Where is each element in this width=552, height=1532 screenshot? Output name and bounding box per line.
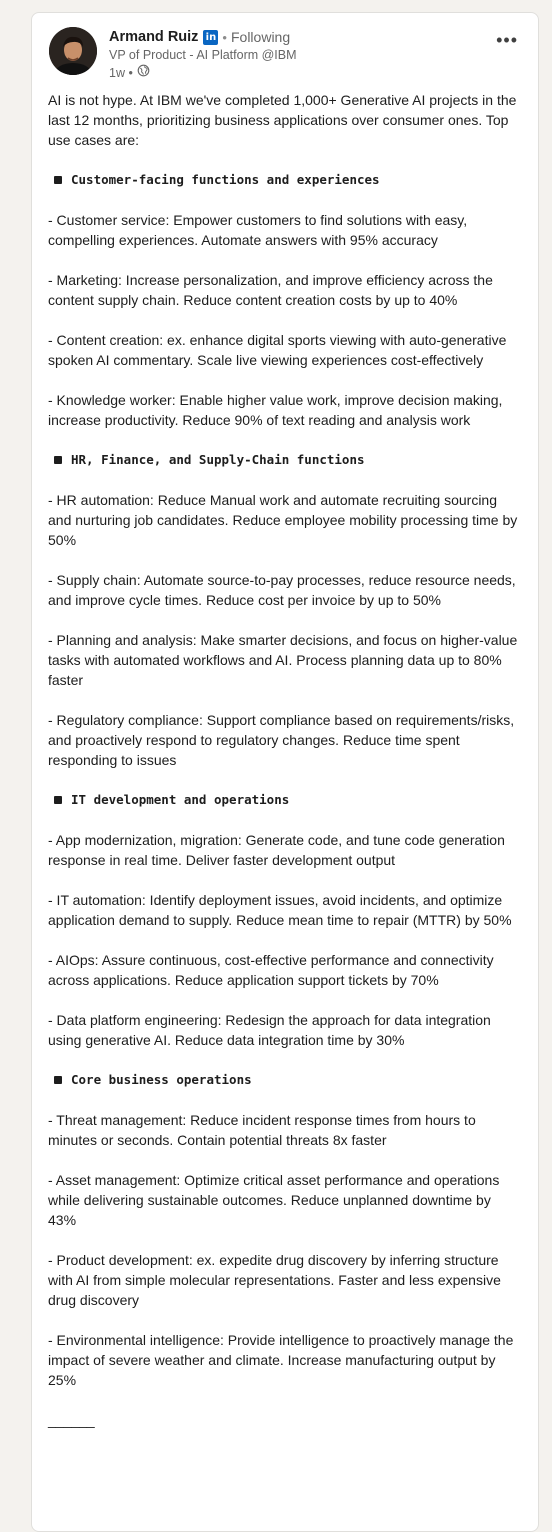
author-name-row bbox=[109, 27, 297, 47]
list-item: - Environmental intelligence: Provide intelligence to proactively manage the impact of severe weather and climate. Increase manufacturing output by 25% bbox=[48, 1332, 514, 1388]
list-item: - Regulatory compliance: Support compliance based on requirements/risks, and proactively respond to regulatory changes. Reduce time spent responding to issues bbox=[48, 712, 515, 768]
list-item: - Marketing: Increase personalization, and improve efficiency across the content supply chain. Reduce content creation costs by up to 40% bbox=[48, 272, 493, 308]
list-item: - Knowledge worker: Enable higher value work, improve decision making, increase productivity. Reduce 90% of text reading and analysis work bbox=[48, 392, 503, 428]
author-meta bbox=[109, 27, 297, 81]
author-headline: VP of Product - AI Platform @IBM bbox=[109, 48, 297, 62]
list-item: - Customer service: Empower customers to find solutions with easy, compelling experiences. Automate answers with 95% accuracy bbox=[48, 212, 468, 248]
black-square-icon bbox=[54, 1076, 62, 1084]
linkedin-premium-icon: in bbox=[203, 30, 218, 45]
follow-status[interactable]: Following bbox=[230, 29, 291, 45]
post-intro: AI is not hype. At IBM we've completed 1,000+ Generative AI projects in the last 12 months, prioritizing business applications over consumer ones. Top use cases are: bbox=[48, 92, 517, 148]
author-name[interactable]: Armand Ruiz bbox=[109, 29, 199, 45]
section-title: Customer-facing functions and experiences bbox=[48, 170, 520, 190]
separator-dot: • bbox=[222, 29, 227, 45]
list-item: - Asset management: Optimize critical asset performance and operations while delivering sustainable outcomes. Reduce unplanned downtime by 43% bbox=[48, 1172, 500, 1228]
list-item: - Supply chain: Automate source-to-pay processes, reduce resource needs, and improve cycle times. Reduce cost per invoice by up to 50% bbox=[48, 572, 516, 608]
list-item: - Data platform engineering: Redesign the approach for data integration using generative AI. Reduce data integration time by 30% bbox=[48, 1012, 491, 1048]
list-item: - Threat management: Reduce incident response times from hours to minutes or seconds. Contain potential threats 8x faster bbox=[48, 1112, 476, 1148]
post-body bbox=[48, 90, 520, 1430]
more-options-icon[interactable]: ••• bbox=[496, 30, 518, 50]
list-item: - HR automation: Reduce Manual work and automate recruiting sourcing and nurturing job candidates. Reduce employee mobility processing time by 50% bbox=[48, 492, 518, 548]
text-divider: ______ bbox=[48, 1412, 95, 1428]
feed-post-card bbox=[31, 12, 539, 1532]
section-title: HR, Finance, and Supply-Chain functions bbox=[48, 450, 520, 470]
list-item: - Product development: ex. expedite drug discovery by inferring structure with AI from simple molecular representations. Faster and less expensive drug discovery bbox=[48, 1252, 501, 1308]
list-item: - App modernization, migration: Generate code, and tune code generation response in real time. Deliver faster development output bbox=[48, 832, 505, 868]
black-square-icon bbox=[54, 796, 62, 804]
list-item: - Content creation: ex. enhance digital sports viewing with auto-generative spoken AI commentary. Scale live viewing experiences cost-effectively bbox=[48, 332, 507, 368]
post-time-row bbox=[109, 64, 297, 81]
list-item: - AIOps: Assure continuous, cost-effective performance and connectivity across applications. Reduce application support tickets by 70% bbox=[48, 952, 494, 988]
post-header bbox=[49, 27, 526, 83]
section-title: Core business operations bbox=[48, 1070, 520, 1090]
list-item: - Planning and analysis: Make smarter decisions, and focus on higher-value tasks with automated workflows and AI. Process planning data up to 80% faster bbox=[48, 632, 518, 688]
section-title: IT development and operations bbox=[48, 790, 520, 810]
black-square-icon bbox=[54, 176, 62, 184]
list-item: - IT automation: Identify deployment issues, avoid incidents, and optimize application demand to supply. Reduce mean time to repair (MTTR) by 50% bbox=[48, 892, 512, 928]
author-avatar[interactable] bbox=[49, 27, 97, 75]
post-time: 1w • bbox=[109, 65, 133, 80]
globe-icon bbox=[137, 64, 150, 81]
black-square-icon bbox=[54, 456, 62, 464]
